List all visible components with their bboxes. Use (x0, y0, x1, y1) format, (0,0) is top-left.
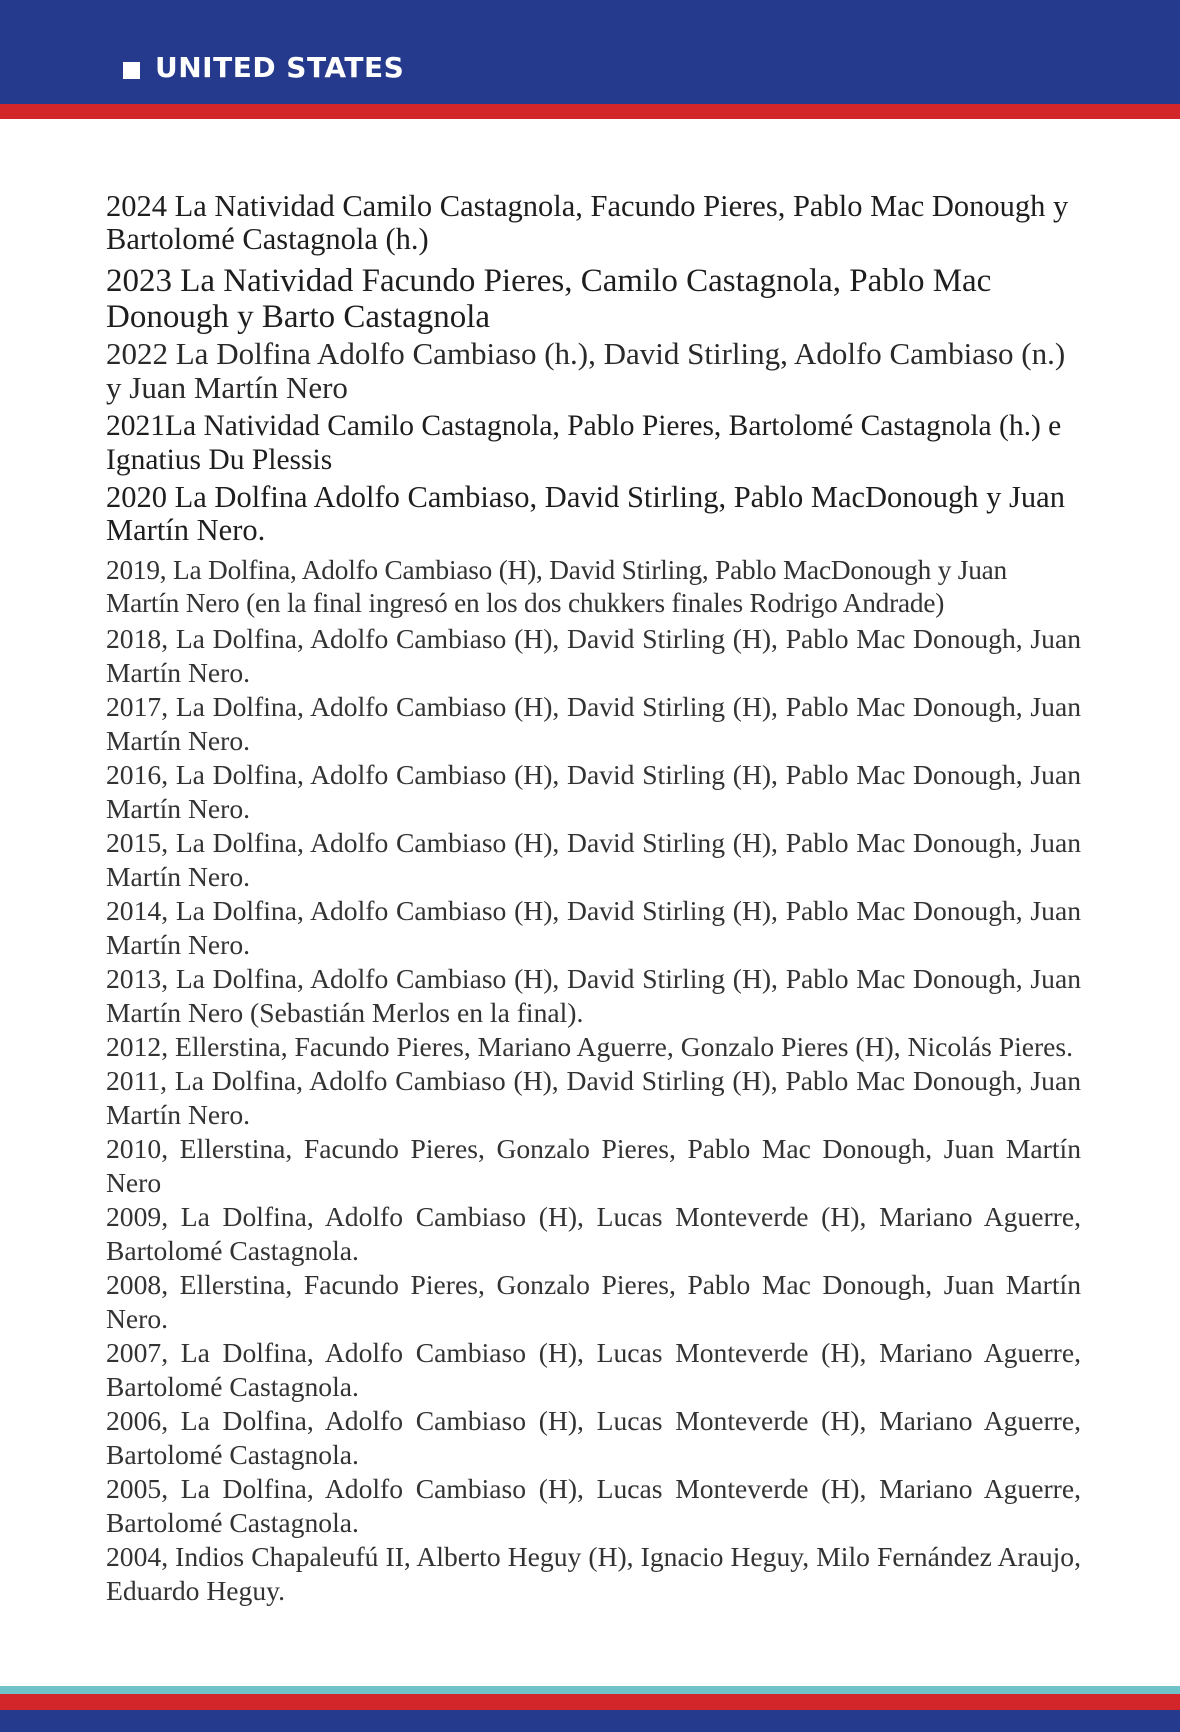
result-2010: 2010, Ellerstina, Facundo Pieres, Gonzalo Pieres, Pablo Mac Donough, Juan Martín Nero (106, 1133, 1081, 1198)
section-title: UNITED STATES (155, 51, 405, 84)
result-2008: 2008, Ellerstina, Facundo Pieres, Gonzalo Pieres, Pablo Mac Donough, Juan Martín Nero. (106, 1269, 1081, 1334)
result-2004: 2004, Indios Chapaleufú II, Alberto Heguy (H), Ignacio Heguy, Milo Fernández Araujo, Eduardo Heguy. (106, 1541, 1081, 1606)
result-2017: 2017, La Dolfina, Adolfo Cambiaso (H), David Stirling (H), Pablo Mac Donough, Juan Martín Nero. (106, 691, 1081, 756)
square-bullet-icon (123, 62, 140, 79)
result-2016: 2016, La Dolfina, Adolfo Cambiaso (H), David Stirling (H), Pablo Mac Donough, Juan Martín Nero. (106, 759, 1081, 824)
footer-blue-stripe (0, 1710, 1180, 1732)
result-2015: 2015, La Dolfina, Adolfo Cambiaso (H), David Stirling (H), Pablo Mac Donough, Juan Martín Nero. (106, 827, 1081, 892)
result-2021: 2021La Natividad Camilo Castagnola, Pablo Pieres, Bartolomé Castagnola (h.) e Ignatius Du Plessis (106, 410, 1062, 476)
result-2007: 2007, La Dolfina, Adolfo Cambiaso (H), Lucas Monteverde (H), Mariano Aguerre, Bartolomé Castagnola. (106, 1337, 1081, 1402)
result-2022: 2022 La Dolfina Adolfo Cambiaso (h.), David Stirling, Adolfo Cambiaso (n.) y Juan Martín Nero (106, 336, 1066, 405)
result-2006: 2006, La Dolfina, Adolfo Cambiaso (H), Lucas Monteverde (H), Mariano Aguerre, Bartolomé Castagnola. (106, 1405, 1081, 1470)
result-2013: 2013, La Dolfina, Adolfo Cambiaso (H), David Stirling (H), Pablo Mac Donough, Juan Martín Nero (Sebastián Merlos en la final). (106, 963, 1081, 1028)
results-list (106, 190, 1081, 1608)
result-2011: 2011, La Dolfina, Adolfo Cambiaso (H), David Stirling (H), Pablo Mac Donough, Juan Martín Nero. (106, 1065, 1081, 1130)
result-2009: 2009, La Dolfina, Adolfo Cambiaso (H), Lucas Monteverde (H), Mariano Aguerre, Bartolomé Castagnola. (106, 1201, 1081, 1266)
result-2018: 2018, La Dolfina, Adolfo Cambiaso (H), David Stirling (H), Pablo Mac Donough, Juan Martín Nero. (106, 623, 1081, 688)
result-2005: 2005, La Dolfina, Adolfo Cambiaso (H), Lucas Monteverde (H), Mariano Aguerre, Bartolomé Castagnola. (106, 1473, 1081, 1538)
header-red-stripe (0, 104, 1180, 119)
footer-teal-stripe (0, 1686, 1180, 1694)
result-2024: 2024 La Natividad Camilo Castagnola, Facundo Pieres, Pablo Mac Donough y Bartolomé Castagnola (h.) (106, 189, 1069, 256)
result-2023: 2023 La Natividad Facundo Pieres, Camilo Castagnola, Pablo Mac Donough y Barto Castagnola (106, 263, 992, 335)
result-2014: 2014, La Dolfina, Adolfo Cambiaso (H), David Stirling (H), Pablo Mac Donough, Juan Martín Nero. (106, 895, 1081, 960)
result-2019: 2019, La Dolfina, Adolfo Cambiaso (H), David Stirling, Pablo MacDonough y Juan Martín Nero (en la final ingresó en los dos chukkers finales Rodrigo Andrade) (106, 555, 1008, 618)
footer-red-stripe (0, 1694, 1180, 1710)
result-2020: 2020 La Dolfina Adolfo Cambiaso, David Stirling, Pablo MacDonough y Juan Martín Nero. (106, 480, 1065, 547)
result-2012: 2012, Ellerstina, Facundo Pieres, Mariano Aguerre, Gonzalo Pieres (H), Nicolás Pieres. (106, 1031, 1074, 1062)
